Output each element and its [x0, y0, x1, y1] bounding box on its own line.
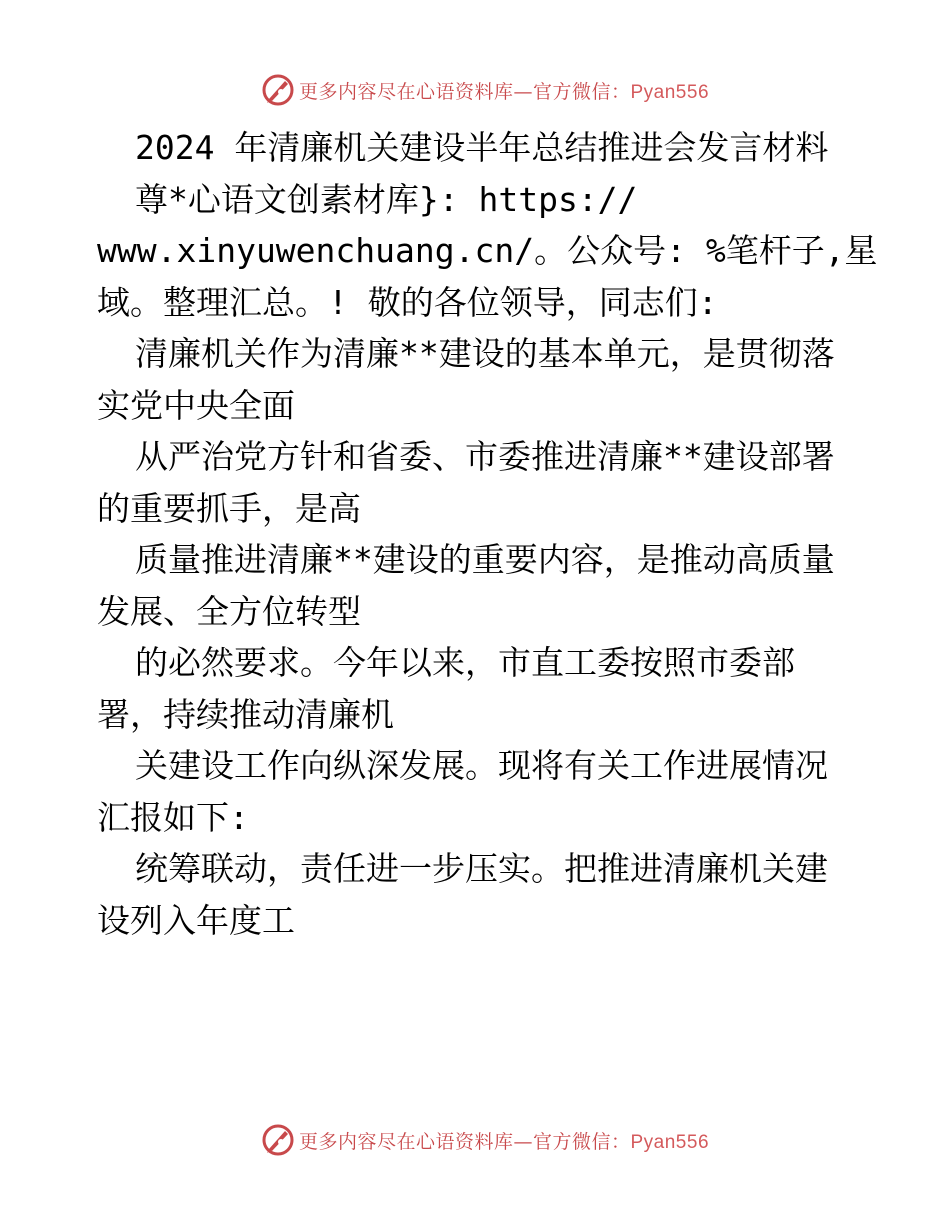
footer-wechat-id: Pyan556	[630, 1131, 710, 1153]
quill-pen-logo-icon	[261, 73, 295, 107]
paragraph-line: 设列入年度工	[97, 900, 295, 940]
paragraph-line: 尊*心语文创素材库}: https://	[135, 179, 638, 219]
document-title: 2024 年清廉机关建设半年总结推进会发言材料	[135, 128, 829, 167]
paragraph-line: 清廉机关作为清廉**建设的基本单元，是贯彻落	[135, 334, 835, 373]
header-banner-slogan: 更多内容尽在心语资料库	[298, 80, 514, 103]
header-banner	[0, 70, 950, 110]
header-banner-separator: —	[513, 80, 533, 103]
paragraph-line: 发展、全方位转型	[97, 591, 361, 631]
document-body	[97, 122, 878, 946]
paragraph-line: 汇报如下:	[97, 797, 249, 837]
footer-wechat-label: 官方微信：	[532, 1130, 631, 1153]
paragraph-line: 统筹联动，责任进一步压实。把推进清廉机关建	[135, 849, 828, 888]
paragraph-line: 的重要抓手，是高	[97, 488, 361, 528]
paragraph-line: 从严治党方针和省委、市委推进清廉**建设部署	[135, 437, 835, 476]
footer-banner-content	[261, 1123, 709, 1157]
paragraph-line: 署，持续推动清廉机	[97, 694, 394, 734]
paragraph-line: 关建设工作向纵深发展。现将有关工作进展情况	[135, 746, 828, 785]
paragraph-line: 质量推进清廉**建设的重要内容，是推动高质量	[135, 540, 835, 579]
quill-pen-logo-icon	[261, 1123, 295, 1157]
header-banner-content	[261, 73, 709, 107]
footer-banner-separator: —	[513, 1130, 533, 1153]
footer-banner	[0, 1120, 950, 1160]
paragraph-line: 实党中央全面	[97, 385, 295, 425]
paragraph-line: www.xinyuwenchuang.cn/。公众号: %笔杆子,星	[97, 231, 878, 270]
header-banner-text	[299, 77, 709, 104]
paragraph-line: 的必然要求。今年以来，市直工委按照市委部	[135, 643, 795, 682]
paragraph-line: 域。整理汇总。! 敬的各位领导，同志们:	[97, 282, 718, 322]
header-wechat-label: 官方微信：	[532, 80, 631, 103]
header-wechat-id: Pyan556	[630, 81, 710, 103]
footer-banner-slogan: 更多内容尽在心语资料库	[298, 1130, 514, 1153]
footer-banner-text	[299, 1127, 709, 1154]
